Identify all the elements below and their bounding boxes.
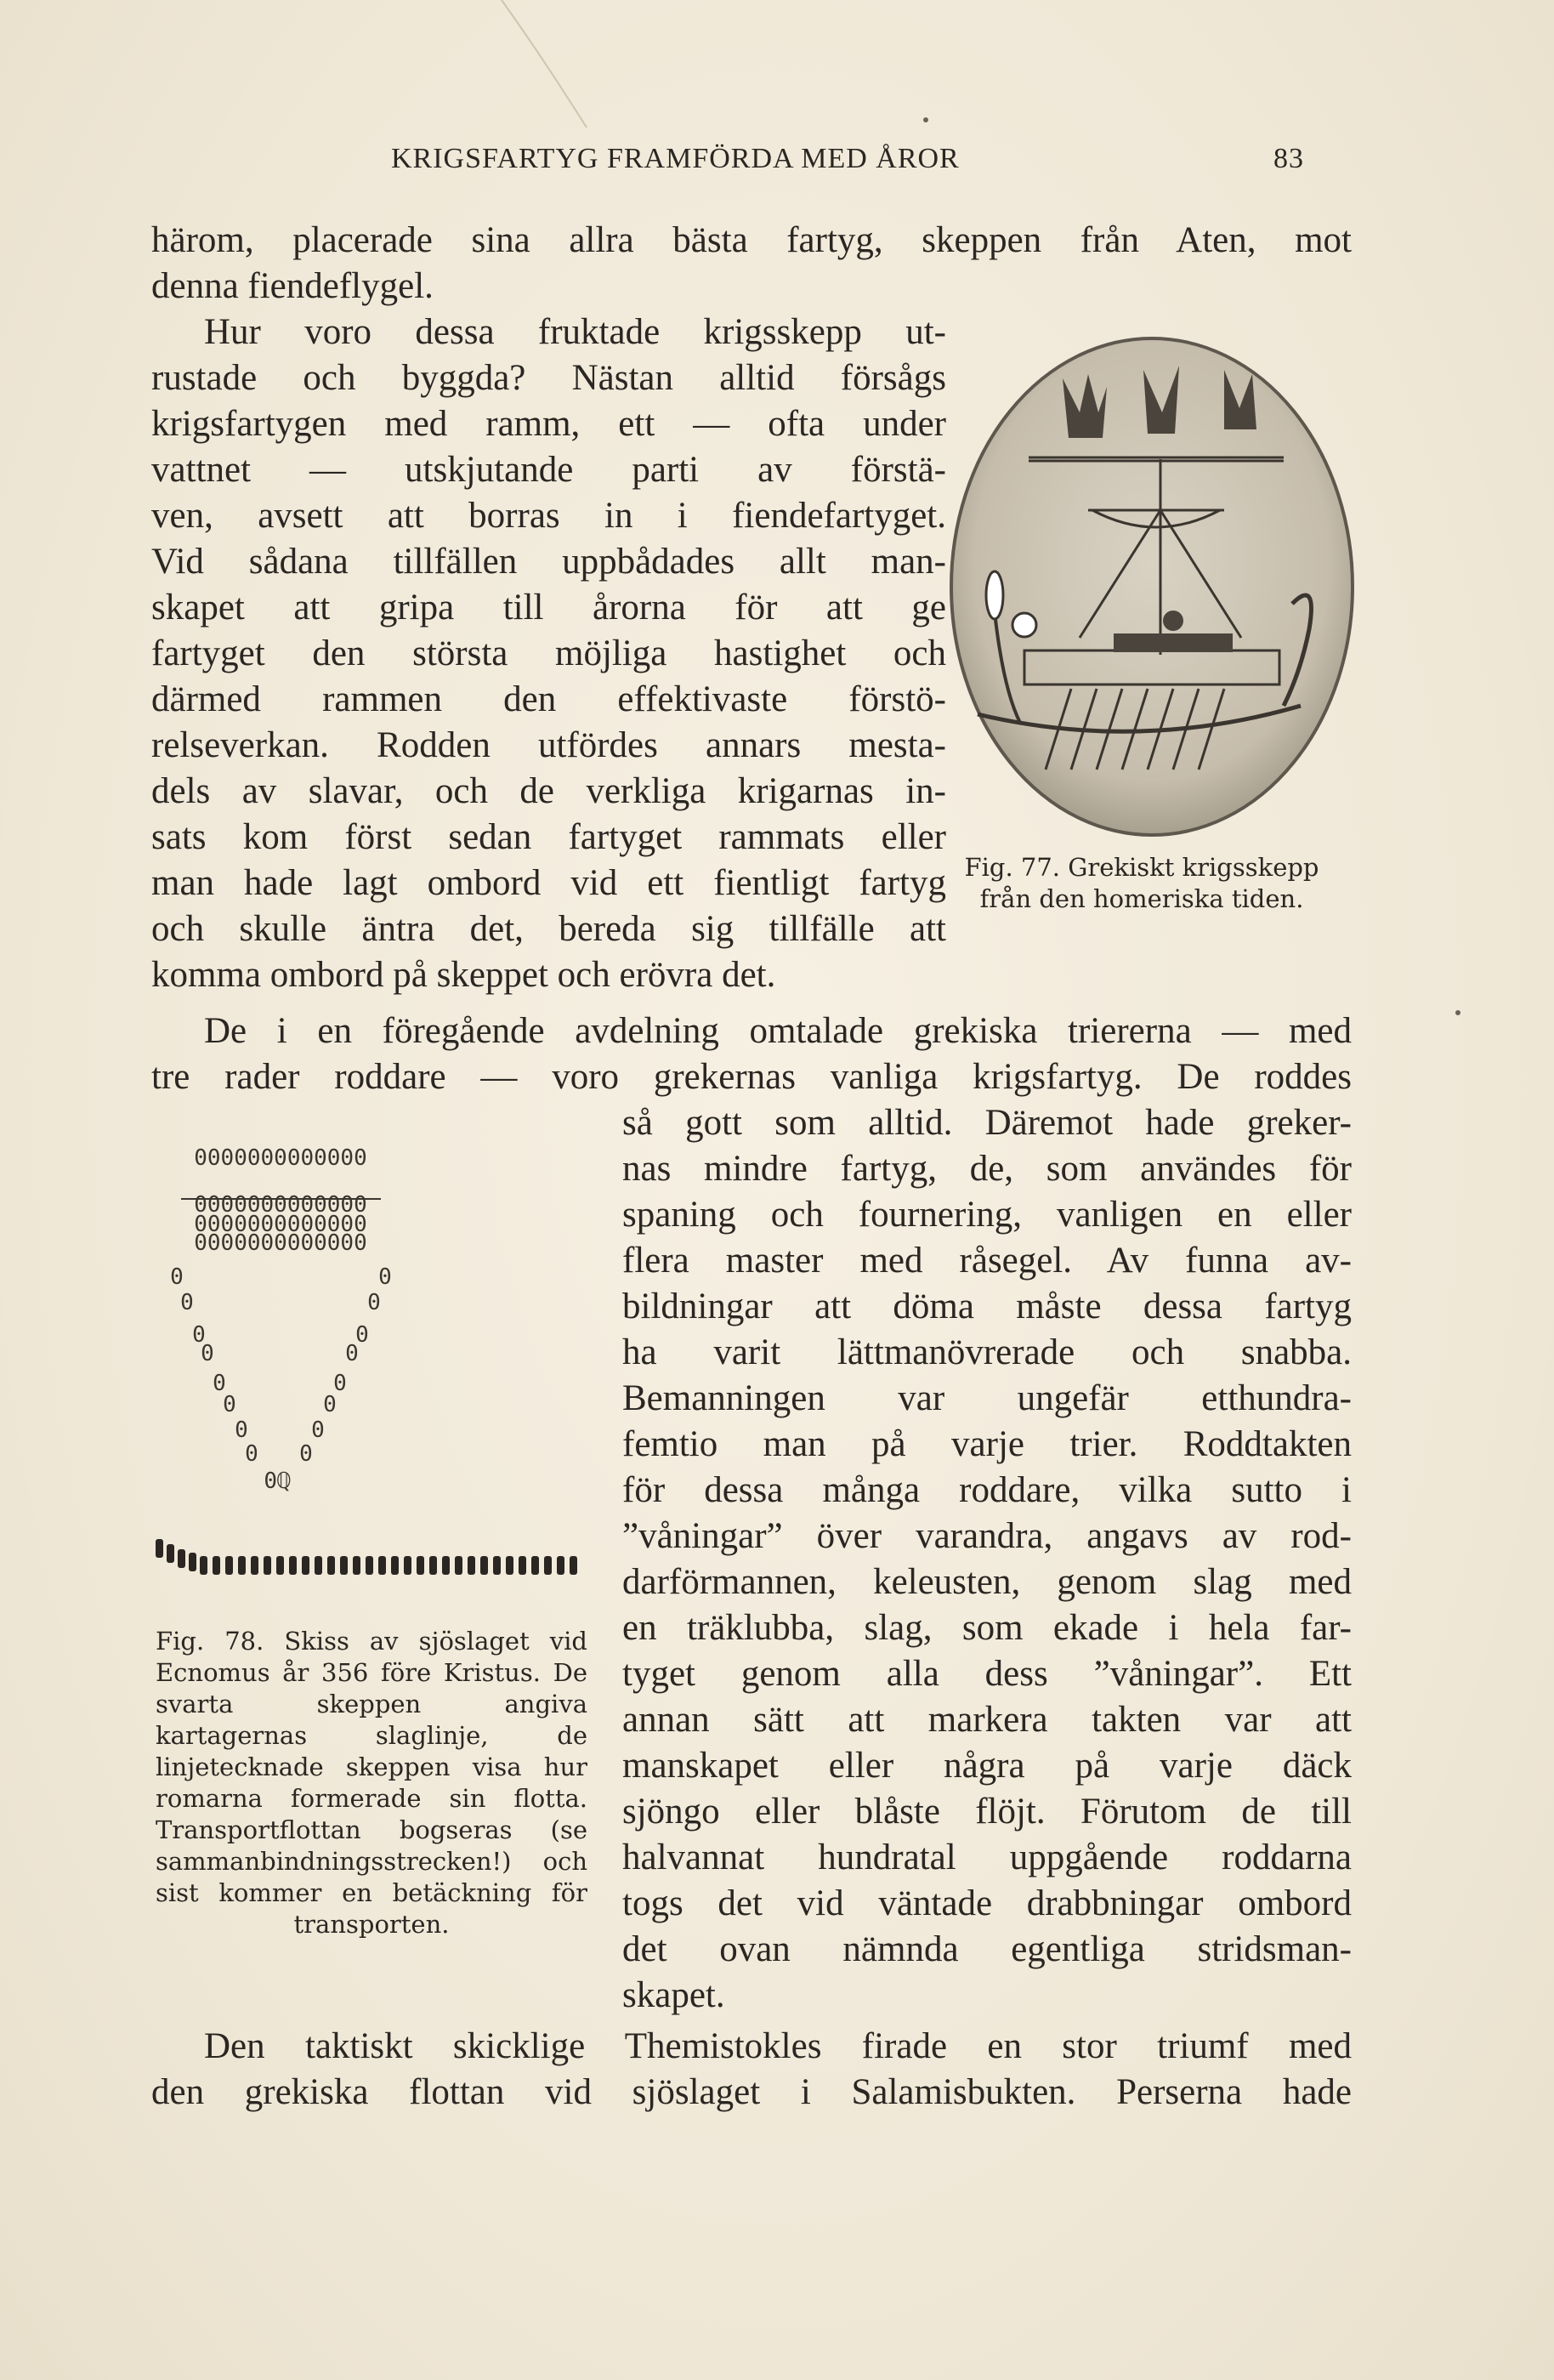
text-line: manskapet eller några på varje däck <box>622 1746 1352 1786</box>
text-line: vattnet — utskjutande parti av förstä- <box>151 450 946 490</box>
svg-text:0000000000000: 0000000000000 <box>194 1192 367 1218</box>
svg-text:0: 0 <box>235 1417 248 1443</box>
text-line: femtio man på varje trier. Roddtakten <box>622 1424 1352 1464</box>
text-line: ha varit lättmanövrerade och snabba. <box>622 1332 1352 1372</box>
svg-text:0: 0 <box>223 1392 236 1417</box>
text-line: relseverkan. Rodden utfördes annars mesta- <box>151 725 946 765</box>
svg-text:0: 0 <box>367 1290 381 1315</box>
text-line: krigsfartygen med ramm, ett — ofta under <box>151 404 946 444</box>
svg-text:0: 0 <box>355 1322 369 1348</box>
svg-text:0000000000000: 0000000000000 <box>194 1230 367 1256</box>
carthaginian-ships-black <box>156 1539 577 1575</box>
svg-text:0000000000000: 0000000000000 <box>194 1145 367 1171</box>
text-line: en träklubba, slag, som ekade i hela far- <box>622 1608 1352 1648</box>
text-line: bildningar att döma måste dessa fartyg <box>622 1287 1352 1326</box>
paper-crease <box>476 0 714 136</box>
text-line: dels av slavar, och de verkliga krigarnas in- <box>151 771 946 811</box>
header-title: KRIGSFARTYG FRAMFÖRDA MED ÅROR <box>391 143 960 174</box>
text-line: ”våningar” över varandra, angavs av rod- <box>622 1516 1352 1556</box>
text-line: rustade och byggda? Nästan alltid försågs <box>151 358 946 398</box>
svg-text:0000000000000: 0000000000000 <box>194 1212 367 1237</box>
text-line: tre rader roddare — voro grekernas vanliga krigsfartyg. De roddes <box>151 1057 1352 1097</box>
page-number: 83 <box>1273 143 1304 174</box>
svg-text:0: 0 <box>378 1264 392 1290</box>
text-line: härom, placerade sina allra bästa fartyg, skeppen från Aten, mot <box>151 220 1352 260</box>
fig78-battle-formation-sketch <box>151 1139 593 1611</box>
svg-text:0: 0 <box>180 1290 194 1315</box>
text-line: det ovan nämnda egentliga stridsman- <box>622 1929 1352 1969</box>
svg-text:0: 0 <box>170 1264 184 1290</box>
svg-text:0: 0 <box>311 1417 325 1443</box>
text-line: fartyget den största möjliga hastighet och <box>151 633 946 673</box>
text-line: togs det vid väntade drabbningar ombord <box>622 1883 1352 1923</box>
svg-text:0: 0 <box>245 1441 258 1467</box>
fig77-ship-gem-illustration <box>944 332 1360 846</box>
text-line: skapet. <box>622 1975 725 2015</box>
paper-speck <box>1455 1010 1460 1015</box>
text-line: Hur voro dessa fruktade krigsskepp ut- <box>204 312 946 352</box>
text-line: så gott som alltid. Däremot hade greker- <box>622 1103 1352 1143</box>
text-line: denna fiendeflygel. <box>151 266 434 306</box>
svg-text:0: 0 <box>345 1341 359 1366</box>
svg-text:0: 0 <box>192 1322 206 1348</box>
text-line: sats kom först sedan fartyget rammats eller <box>151 817 946 857</box>
text-line: den grekiska flottan vid sjöslaget i Salamisbukten. Perserna hade <box>151 2072 1352 2112</box>
text-line: flera master med råsegel. Av funna av- <box>622 1241 1352 1281</box>
text-line: annan sätt att markera takten var att <box>622 1700 1352 1740</box>
text-line: tyget genom alla dess ”våningar”. Ett <box>622 1654 1352 1694</box>
text-line: skapet att gripa till årorna för att ge <box>151 588 946 628</box>
text-line: och skulle äntra det, bereda sig tillfälle att <box>151 909 946 949</box>
text-line: darförmannen, keleusten, genom slag med <box>622 1562 1352 1602</box>
text-line: för dessa många roddare, vilka sutto i <box>622 1470 1352 1510</box>
svg-text:0: 0 <box>213 1371 226 1396</box>
text-line: Bemanningen var ungefär etthundra- <box>622 1378 1352 1418</box>
svg-text:0ℚ: 0ℚ <box>264 1468 291 1494</box>
text-line: spaning och fournering, vanligen en eller <box>622 1195 1352 1235</box>
svg-text:0: 0 <box>323 1392 337 1417</box>
text-line: man hade lagt ombord vid ett fientligt fartyg <box>151 863 946 903</box>
text-line: ven, avsett att borras in i fiendefartyget. <box>151 496 946 536</box>
text-line: Den taktiskt skicklige Themistokles firade en stor triumf med <box>204 2026 1352 2066</box>
text-line: komma ombord på skeppet och erövra det. <box>151 955 776 995</box>
text-line: därmed rammen den effektivaste förstö- <box>151 679 946 719</box>
running-header <box>0 143 1554 180</box>
text-line: Vid sådana tillfällen uppbådades allt man- <box>151 542 946 582</box>
svg-text:0: 0 <box>299 1441 313 1467</box>
fig77-caption: Fig. 77. Grekiskt krigsskepp från den homeriska tiden. <box>964 853 1319 913</box>
svg-text:0: 0 <box>333 1371 347 1396</box>
text-line: De i en föregående avdelning omtalade grekiska triererna — med <box>204 1011 1352 1051</box>
text-line: halvannat hundratal uppgående roddarna <box>622 1838 1352 1877</box>
text-line: nas mindre fartyg, de, som användes för <box>622 1149 1352 1189</box>
fig78-caption: Fig. 78. Skiss av sjöslaget vid Ecnomus år 356 före Kristus. De svarta skeppen angiva kartagernas slaglinje, de linjetecknade skeppen visa hur romarna formerade sin flotta. Transportflottan bogseras (se sammanbindningsstrecken!) och sist kommer en betäckning för transporten. <box>156 1627 587 1939</box>
roman-ship-outlines <box>170 1145 392 1494</box>
svg-text:0: 0 <box>201 1341 214 1366</box>
paper-speck <box>923 117 928 122</box>
text-line: sjöngo eller blåste flöjt. Förutom de till <box>622 1792 1352 1832</box>
